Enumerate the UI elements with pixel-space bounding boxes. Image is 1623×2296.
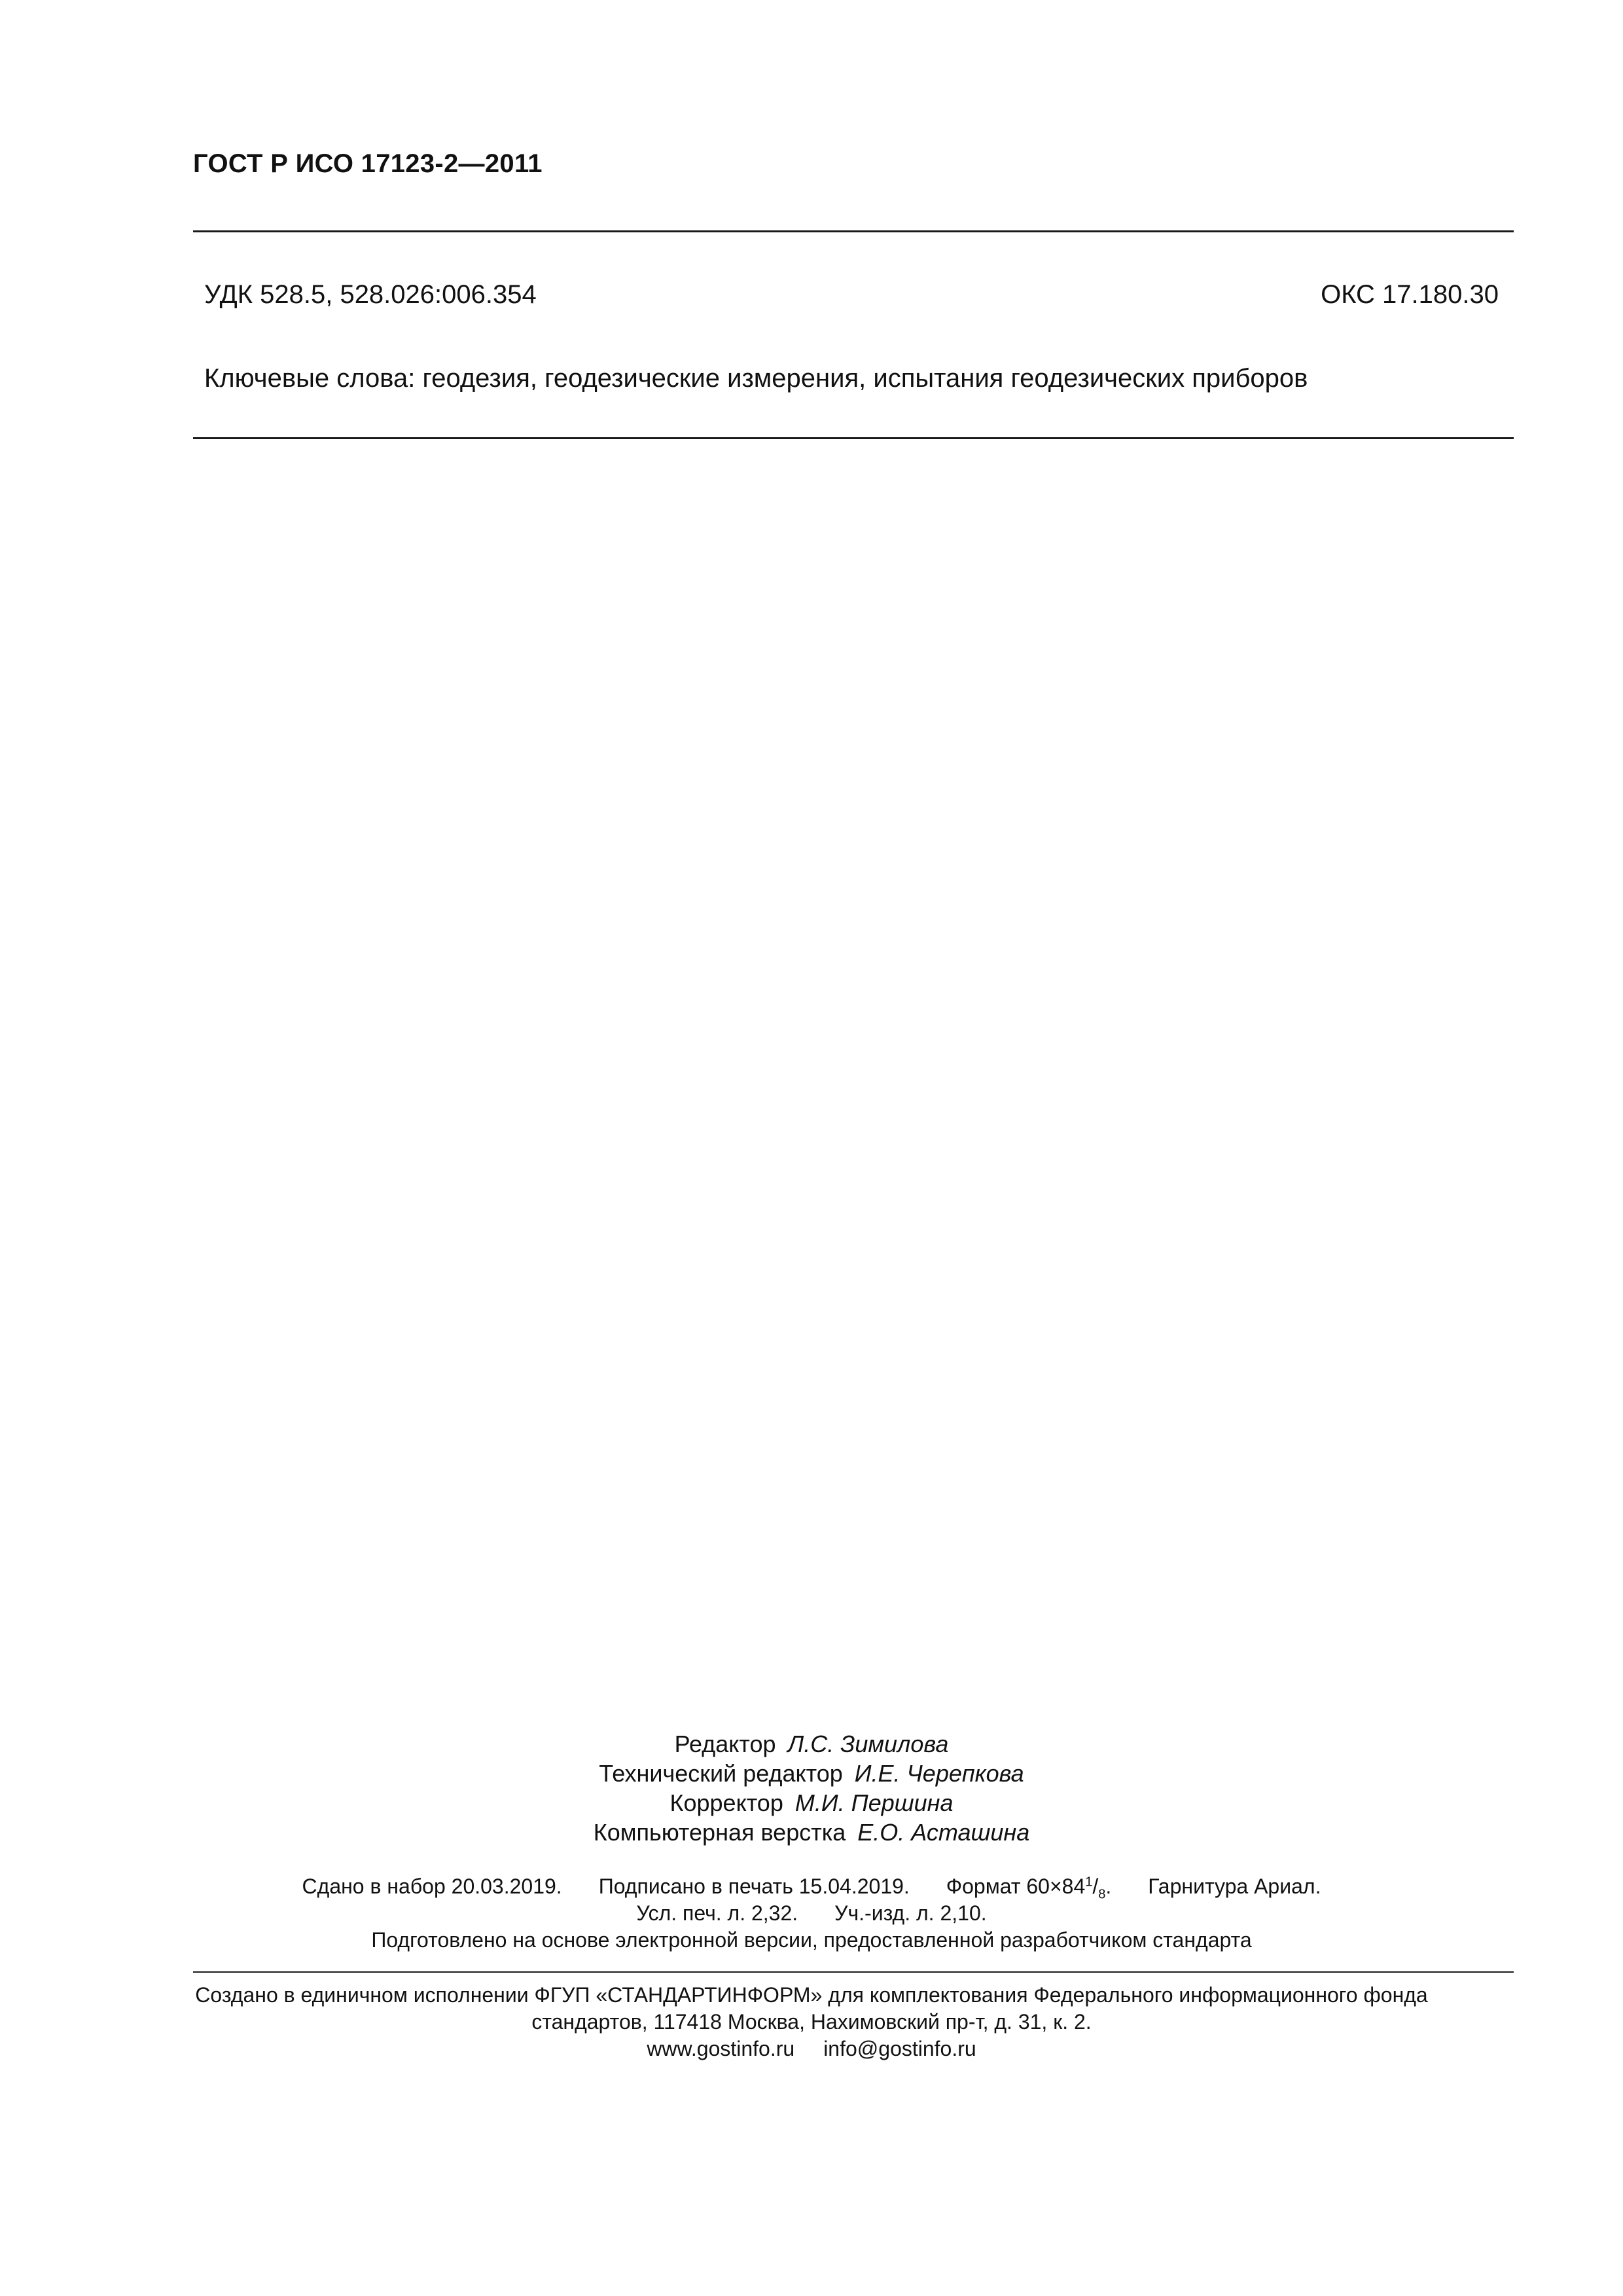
prepared-note: Подготовлено на основе электронной версии, предоставленной разработчиком стандарта: [371, 1928, 1252, 1952]
staff-row-editor: [0, 1729, 1623, 1759]
staff-name: М.И. Першина: [794, 1789, 954, 1816]
staff-role: Компьютерная верстка: [593, 1819, 846, 1846]
signed-date: Подписано в печать 15.04.2019.: [598, 1874, 910, 1898]
publisher-line-2: стандартов, 117418 Москва, Нахимовский пр-т, д. 31, к. 2.: [531, 2010, 1092, 2034]
middle-divider: [193, 437, 1514, 439]
typeface: Гарнитура Ариал.: [1148, 1874, 1321, 1898]
staff-row-layout: [0, 1818, 1623, 1847]
publisher-contacts: [0, 2036, 1623, 2062]
staff-role: Редактор: [674, 1731, 776, 1757]
staff-role: Корректор: [669, 1789, 783, 1816]
staff-row-corrector: [0, 1788, 1623, 1818]
editorial-staff: [0, 1729, 1623, 1847]
publisher-info: [0, 1982, 1623, 2062]
top-divider: [193, 230, 1514, 232]
print-info-row-2: [0, 1900, 1623, 1927]
staff-name: Е.О. Асташина: [857, 1819, 1030, 1846]
print-info-row-1: [0, 1873, 1623, 1900]
email-link[interactable]: info@gostinfo.ru: [823, 2037, 976, 2060]
document-code: ГОСТ Р ИСО 17123-2—2011: [193, 149, 543, 178]
staff-name: И.Е. Черепкова: [854, 1760, 1024, 1787]
format: Формат $60\times 84^1/_8$.: [946, 1874, 1112, 1902]
oks-code: ОКС 17.180.30: [1321, 280, 1499, 309]
keywords: Ключевые слова: геодезия, геодезические измерения, испытания геодезических приборов: [204, 364, 1308, 393]
print-info: [0, 1873, 1623, 1954]
website-link[interactable]: www.gostinfo.ru: [647, 2037, 795, 2060]
udk-code: УДК 528.5, 528.026:006.354: [204, 280, 537, 309]
staff-row-tech-editor: [0, 1759, 1623, 1788]
print-sheets: Усл. печ. л. 2,32.: [636, 1901, 798, 1925]
staff-role: Технический редактор: [599, 1760, 843, 1787]
submitted-date: Сдано в набор 20.03.2019.: [302, 1874, 562, 1898]
publisher-line-1: Создано в единичном исполнении ФГУП «СТАНДАРТИНФОРМ» для комплектования Федерального информационного фонда: [195, 1983, 1428, 2007]
staff-name: Л.С. Зимилова: [787, 1731, 949, 1757]
edition-sheets: Уч.-изд. л. 2,10.: [834, 1901, 987, 1925]
footer-divider: [193, 1971, 1514, 1973]
